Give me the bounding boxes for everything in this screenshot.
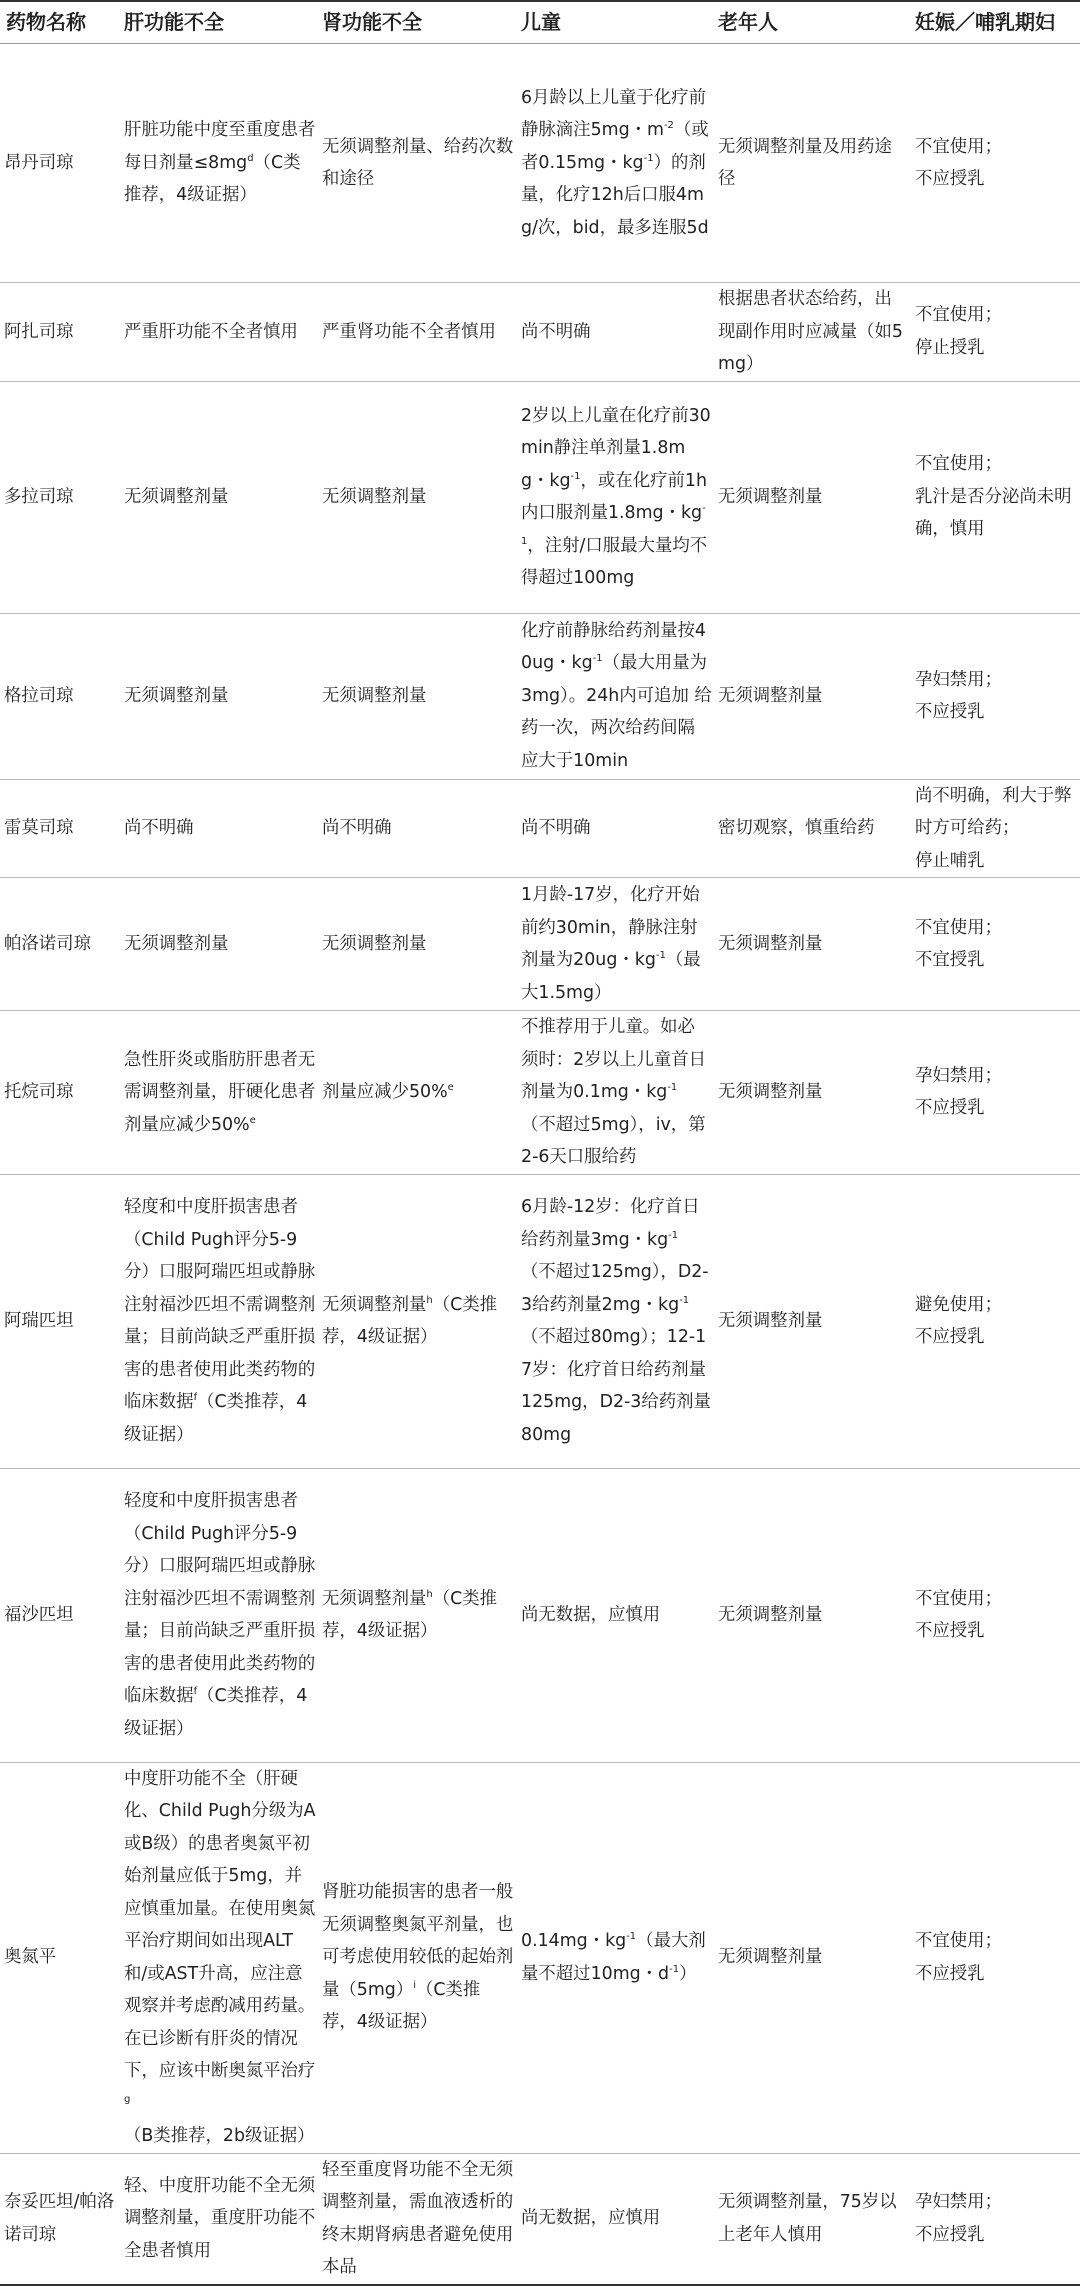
pregnancy-lactation-cell [909, 1011, 1080, 1175]
liver-insufficiency-cell: 肝脏功能中度至重度患者每日剂量$\le 8mg^d(C$类推荐，4级证据） [118, 44, 316, 283]
footnote-superscript: e [249, 1114, 256, 1126]
footnote-superscript: -1 [667, 1082, 678, 1094]
footnote-superscript: -1 [669, 1963, 680, 1975]
table-row [0, 1011, 1080, 1175]
cell-text-line: 不应授乳 [915, 2224, 985, 2245]
cell-text-line: 不宜使用； [915, 1588, 1002, 1609]
renal-insufficiency-cell: 无须调整剂量 [316, 613, 515, 779]
children-dosage-cell: 2岁以上儿童在化疗前30min静注单剂量1.8mg・$kg^{-1}$，或在化疗前1h内口服剂量1.8mg・$kg^{-1}$，注射/口服最大量均不得超过100mg [515, 381, 712, 613]
liver-insufficiency-cell: 中度肝功能不全（肝硬化、Child Pugh分级为A或B级）的患者奥氮平初始剂量应低于5mg，并应慎重加量。在使用奥氮平治疗期间如出现ALT和/或AST升高，应注意观察并考虑酌减用药量。在已诊断有肝炎的情况下，应该中断奥氮平治疗$^g$（B类推荐，2b级证据） [118, 1762, 316, 2153]
drug-name-cell: 托烷司琼 [0, 1011, 118, 1175]
pregnancy-lactation-cell [909, 381, 1080, 613]
drug-name-cell: 阿扎司琼 [0, 283, 118, 382]
footnote-superscript: -1 [655, 950, 666, 962]
header-drug-name: 药物名称 [0, 1, 118, 44]
elderly-dosage-cell: 无须调整剂量 [712, 878, 909, 1011]
table-row [0, 878, 1080, 1011]
footnote-superscript: -1 [668, 1229, 679, 1241]
drug-name-cell: 奥氮平 [0, 1762, 118, 2153]
footnote-superscript: h [426, 1588, 433, 1600]
cell-text-line: 不应授乳 [915, 702, 985, 722]
cell-text-line: 乳汁是否分泌尚未明确，慎用 [915, 486, 1072, 540]
cell-text-line: 不宜授乳 [915, 950, 985, 970]
elderly-dosage-cell: 无须调整剂量 [712, 381, 909, 613]
renal-insufficiency-cell: 肾脏功能损害的患者一般无须调整奥氮平剂量，也可考虑使用较低的起始剂量$(5mg)^i(C$类推荐，4级证据） [316, 1762, 515, 2153]
drug-name-cell: 雷莫司琼 [0, 779, 118, 878]
liver-insufficiency-cell: 无须调整剂量 [118, 613, 316, 779]
drug-name-cell: 帕洛诺司琼 [0, 878, 118, 1011]
children-dosage-cell: 化疗前静脉给药剂量按40ug・$kg^{-1}$（最大用量为3mg）。24h内可追加 给药一次，两次给药间隔应大于10min [515, 613, 712, 779]
elderly-dosage-cell: 无须调整剂量 [712, 1762, 909, 2153]
children-dosage-cell: 不推荐用于儿童。如必须时：2岁以上儿童首日剂量为0.1mg・$kg^{-1}$（不超过5mg），iv，第2-6天口服给药 [515, 1011, 712, 1175]
elderly-dosage-cell: 根据患者状态给药，出现副作用时应减量（如5mg） [712, 283, 909, 382]
pregnancy-lactation-cell [909, 613, 1080, 779]
renal-insufficiency-cell: 严重肾功能不全者慎用 [316, 283, 515, 382]
elderly-dosage-cell: 无须调整剂量 [712, 1011, 909, 1175]
table-row [0, 779, 1080, 878]
cell-text-line: 停止授乳 [915, 337, 985, 358]
liver-insufficiency-cell: 严重肝功能不全者慎用 [118, 283, 316, 382]
cell-text-line: 孕妇禁用； [915, 1065, 1002, 1086]
table-body [0, 44, 1080, 2285]
children-dosage-cell: 6月龄以上儿童于化疗前静脉滴注5mg・$m^{-2}$（或者0.15mg・$kg^{-1}$）的剂量，化疗12h后口服4mg/次，bid，最多连服5d [515, 44, 712, 283]
cell-text-line: 不宜使用； [915, 454, 1002, 475]
children-dosage-cell: 尚无数据，应慎用 [515, 2153, 712, 2285]
pregnancy-lactation-cell [909, 283, 1080, 382]
footnote-superscript: i [413, 1979, 416, 1991]
elderly-dosage-cell: 无须调整剂量 [712, 613, 909, 779]
footnote-superscript: g [124, 2093, 131, 2105]
liver-insufficiency-cell: 轻度和中度肝损害患者（Child Pugh评分5-9分）口服阿瑞匹坦或静脉注射福沙匹坦不需调整剂量；目前尚缺乏严重肝损害的患者使用此类药物的临床数据$^f$（C类推荐，4级证据） [118, 1174, 316, 1468]
pregnancy-lactation-cell [909, 779, 1080, 878]
drug-name-cell: 多拉司琼 [0, 381, 118, 613]
drug-name-cell: 奈妥匹坦/帕洛诺司琼 [0, 2153, 118, 2285]
cell-text-line: 避免使用； [915, 1294, 1002, 1315]
pregnancy-lactation-cell [909, 1468, 1080, 1762]
table-row [0, 1762, 1080, 2153]
footnote-superscript: -1 [626, 1931, 637, 1943]
cell-text-line: 不应授乳 [915, 1327, 985, 1347]
children-dosage-cell: 6月龄-12岁：化疗首日给药剂量3mg・$kg^{-1}$（不超过125mg），D2-3给药剂量2mg・$kg^{-1}$（不超过80mg）；12-17岁：化疗首日给药剂量125mg，D2-3给药剂量80mg [515, 1174, 712, 1468]
footnote-superscript: f [193, 1392, 198, 1404]
table-header [0, 1, 1080, 44]
cell-text-line: 孕妇禁用； [915, 2192, 1002, 2212]
pregnancy-lactation-cell [909, 1762, 1080, 2153]
footnote-superscript: h [426, 1294, 433, 1306]
table-row [0, 1174, 1080, 1468]
elderly-dosage-cell: 无须调整剂量 [712, 1468, 909, 1762]
cell-text-line: 不应授乳 [915, 1098, 985, 1119]
children-dosage-cell: 尚不明确 [515, 779, 712, 878]
liver-insufficiency-cell: 急性肝炎或脂肪肝患者无需调整剂量，肝硬化患者剂量应减少50%$^e$ [118, 1011, 316, 1175]
elderly-dosage-cell: 无须调整剂量，75岁以上老年人慎用 [712, 2153, 909, 2285]
pregnancy-lactation-cell [909, 2153, 1080, 2285]
children-dosage-cell: 1月龄-17岁，化疗开始前约30min，静脉注射剂量为20ug・$kg^{-1}$（最大1.5mg） [515, 878, 712, 1011]
footnote-superscript: d [247, 152, 254, 164]
liver-insufficiency-cell: 轻度和中度肝损害患者（Child Pugh评分5-9分）口服阿瑞匹坦或静脉注射福沙匹坦不需调整剂量；目前尚缺乏严重肝损害的患者使用此类药物的临床数据$^f$（C类推荐，4级证据） [118, 1468, 316, 1762]
drug-name-cell: 格拉司琼 [0, 613, 118, 779]
renal-insufficiency-cell: 无须调整剂量 [316, 381, 515, 613]
elderly-dosage-cell: 无须调整剂量及用药途径 [712, 44, 909, 283]
table-row [0, 44, 1080, 283]
cell-text-line: 不宜使用； [915, 917, 1002, 938]
renal-insufficiency-cell: 无须调整剂量 [316, 878, 515, 1011]
header-renal-insufficiency: 肾功能不全 [316, 1, 515, 44]
footnote-superscript: e [447, 1082, 454, 1094]
cell-text-line: 不应授乳 [915, 1621, 985, 1641]
footnote-superscript: f [193, 1686, 198, 1698]
elderly-dosage-cell: 无须调整剂量 [712, 1174, 909, 1468]
renal-insufficiency-cell: 轻至重度肾功能不全无须调整剂量，需血液透析的终末期肾病患者避免使用本品 [316, 2153, 515, 2285]
table-row [0, 381, 1080, 613]
liver-insufficiency-cell: 轻、中度肝功能不全无须调整剂量，重度肝功能不全患者慎用 [118, 2153, 316, 2285]
table-row [0, 2153, 1080, 2285]
cell-text-line: 不应授乳 [915, 1963, 985, 1984]
header-pregnancy-lactation: 妊娠／哺乳期妇 [909, 1, 1080, 44]
header-row [0, 1, 1080, 44]
liver-insufficiency-cell: 尚不明确 [118, 779, 316, 878]
footnote-superscript: -1 [521, 503, 706, 547]
cell-text-line: 不应授乳 [915, 169, 985, 189]
header-children: 儿童 [515, 1, 712, 44]
table-row [0, 613, 1080, 779]
children-dosage-cell: 尚无数据，应慎用 [515, 1468, 712, 1762]
cell-text-line: 不宜使用； [915, 1931, 1002, 1951]
renal-insufficiency-cell: 无须调整剂量、给药次数和途径 [316, 44, 515, 283]
cell-text-line: 停止哺乳 [915, 850, 985, 871]
header-elderly: 老年人 [712, 1, 909, 44]
renal-insufficiency-cell: 剂量应减少50%$^e$ [316, 1011, 515, 1175]
renal-insufficiency-cell: 无须调整剂量$^h$（C类推荐，4级证据） [316, 1174, 515, 1468]
children-dosage-cell: 0.14mg・$kg^{-1}$（最大剂量不超过10mg・$d^{-1}$） [515, 1762, 712, 2153]
pregnancy-lactation-cell [909, 1174, 1080, 1468]
cell-text-line: 孕妇禁用； [915, 669, 1002, 690]
pregnancy-lactation-cell [909, 44, 1080, 283]
renal-insufficiency-cell: 尚不明确 [316, 779, 515, 878]
footnote-superscript: -1 [592, 653, 603, 665]
header-liver-insufficiency: 肝功能不全 [118, 1, 316, 44]
footnote-superscript: -2 [663, 120, 674, 132]
footnote-superscript: -1 [643, 152, 654, 164]
elderly-dosage-cell: 密切观察，慎重给药 [712, 779, 909, 878]
cell-text-line: 不宜使用； [915, 136, 1002, 157]
table-row [0, 1468, 1080, 1762]
table-row [0, 283, 1080, 382]
pregnancy-lactation-cell [909, 878, 1080, 1011]
cell-text-line: 不宜使用； [915, 305, 1002, 326]
renal-insufficiency-cell: 无须调整剂量$^h$（C类推荐，4级证据） [316, 1468, 515, 1762]
drug-name-cell: 阿瑞匹坦 [0, 1174, 118, 1468]
drug-name-cell: 福沙匹坦 [0, 1468, 118, 1762]
liver-insufficiency-cell: 无须调整剂量 [118, 878, 316, 1011]
drug-name-cell: 昂丹司琼 [0, 44, 118, 283]
children-dosage-cell: 尚不明确 [515, 283, 712, 382]
footnote-superscript: -1 [570, 470, 581, 482]
cell-text-line: 尚不明确，利大于弊时方可给药； [915, 785, 1072, 838]
liver-insufficiency-cell: 无须调整剂量 [118, 381, 316, 613]
footnote-superscript: -1 [679, 1294, 690, 1306]
